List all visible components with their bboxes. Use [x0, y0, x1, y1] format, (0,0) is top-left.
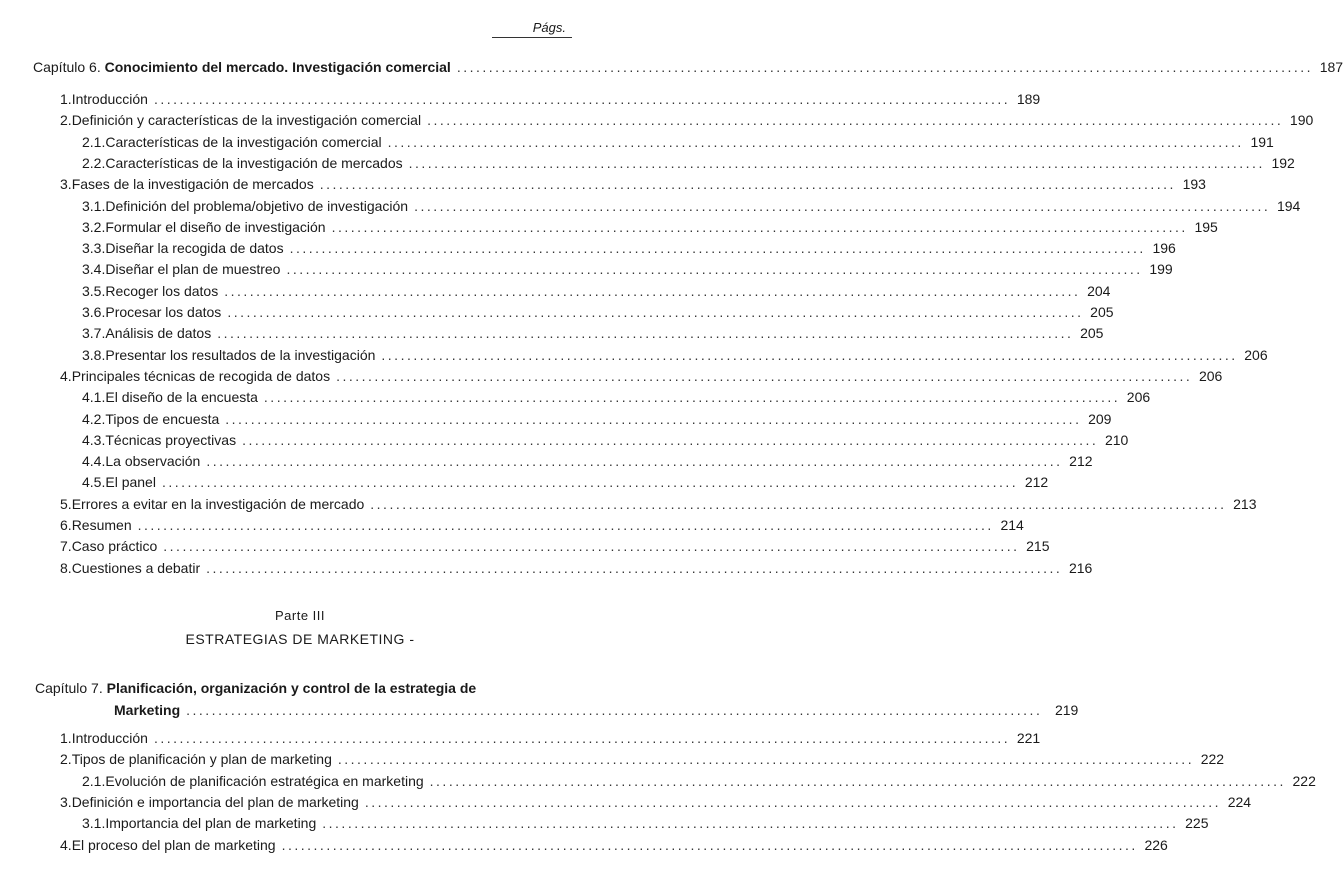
entry-title: Recoger los datos: [105, 282, 219, 299]
toc-entry[interactable]: [82, 133, 1274, 151]
entry-number: 3.1.: [82, 197, 106, 214]
entry-page-number: 212: [1069, 453, 1093, 470]
dot-leader: ......................................................................................................................................: [137, 517, 994, 533]
chapter-prefix: Capítulo 7.: [35, 680, 103, 696]
toc-entry[interactable]: [82, 473, 1049, 491]
entry-page-number: 204: [1087, 282, 1111, 299]
dot-leader: ......................................................................................................................................: [289, 240, 1146, 257]
entry-page-number: 199: [1149, 261, 1173, 278]
entry-page-number: 222: [1200, 751, 1225, 768]
toc-entry[interactable]: [60, 175, 1206, 193]
entry-number: 7.: [60, 538, 72, 555]
entry-title: Errores a evitar en la investigación de mercado: [71, 495, 365, 512]
toc-entry[interactable]: [82, 814, 1209, 832]
entry-title: Tipos de planificación y plan de marketing: [71, 751, 332, 768]
dot-leader: ......................................................................................................................................: [381, 346, 1238, 363]
entry-title: Caso práctico: [71, 538, 158, 555]
entry-page-number: 205: [1090, 304, 1114, 320]
chapter-prefix: Capítulo 6.: [33, 59, 101, 75]
toc-entry[interactable]: [60, 367, 1223, 385]
dot-leader: ......................................................................................................................................: [286, 261, 1143, 278]
dot-leader: ......................................................................................................................................: [263, 389, 1121, 406]
chapter-title-line-2: Marketing: [114, 702, 181, 718]
dot-leader: ......................................................................................................................................: [408, 154, 1265, 171]
dot-leader: ......................................................................................................................................: [387, 133, 1244, 150]
entry-title: Diseñar la recogida de datos: [105, 240, 284, 257]
toc-entry[interactable]: [60, 836, 1168, 854]
entry-title: Análisis de datos: [105, 325, 212, 342]
dot-leader: ......................................................................................................................................: [331, 218, 1188, 235]
dot-leader: ......................................................................................................................................: [427, 112, 1284, 129]
entry-title: Características de la investigación comercial: [105, 133, 382, 150]
entry-title: Definición y características de la investigación comercial: [71, 112, 422, 129]
toc-entry[interactable]: [82, 154, 1295, 172]
entry-number: 3.: [60, 176, 72, 193]
dot-leader: ......................................................................................................................................: [370, 495, 1227, 512]
dot-leader: ......................................................................................................................................: [225, 410, 1082, 427]
toc-entry[interactable]: [82, 431, 1129, 449]
entry-page-number: 206: [1244, 346, 1268, 363]
entry-number: 4.5.: [82, 474, 106, 491]
entry-title: El panel: [105, 474, 156, 491]
entry-page-number: 190: [1289, 112, 1314, 129]
pages-column-label: Págs.: [532, 20, 566, 35]
entry-title: Características de la investigación de mercados: [105, 154, 403, 171]
chapter-title-line-1: Planificación, organización y control de la estrategia de: [106, 680, 477, 696]
entry-title: Fases de la investigación de mercados: [71, 176, 314, 193]
entry-page-number: 195: [1194, 218, 1218, 235]
dot-leader: ......................................................................................................................................: [414, 197, 1271, 214]
toc-entry[interactable]: [82, 282, 1111, 300]
entry-title: Introducción: [71, 730, 148, 746]
toc-entry[interactable]: [82, 239, 1176, 257]
entry-title: Importancia del plan de marketing: [105, 815, 317, 832]
toc-entry[interactable]: [82, 218, 1218, 236]
entry-page-number: 206: [1198, 367, 1223, 384]
entry-title: Formular el diseño de investigación: [105, 218, 326, 235]
entry-page-number: 225: [1185, 815, 1209, 832]
toc-entry[interactable]: [82, 324, 1104, 342]
toc-entry[interactable]: [82, 772, 1316, 790]
toc-entry[interactable]: [60, 750, 1225, 768]
entry-title: Tipos de encuesta: [105, 410, 220, 427]
entry-title: Introducción: [71, 91, 148, 107]
entry-number: 5.: [60, 495, 72, 512]
entry-title: Técnicas proyectivas: [105, 431, 237, 448]
toc-entry[interactable]: [82, 452, 1093, 470]
header-rule: [492, 37, 572, 38]
dot-leader: ......................................................................................................................................: [322, 815, 1179, 832]
entry-title: Principales técnicas de recogida de datos: [71, 367, 331, 384]
toc-entry[interactable]: [82, 303, 1114, 321]
entry-title: Definición e importancia del plan de marketing: [71, 793, 359, 810]
entry-number: 4.3.: [82, 431, 106, 448]
entry-number: 6.: [60, 517, 72, 533]
dot-leader: ......................................................................................................................................: [161, 474, 1019, 491]
entry-page-number: 196: [1152, 240, 1176, 257]
toc-entry[interactable]: [60, 729, 1041, 747]
dot-leader: ......................................................................................................................................: [429, 772, 1286, 789]
chapter-title: Conocimiento del mercado. Investigación comercial: [104, 59, 451, 75]
entry-page-number: 209: [1088, 410, 1112, 427]
toc-entry[interactable]: [60, 793, 1252, 811]
entry-title: La observación: [105, 453, 201, 470]
entry-page-number: 216: [1068, 559, 1093, 576]
entry-number: 3.2.: [82, 218, 106, 235]
entry-number: 8.: [60, 559, 72, 576]
dot-leader: ......................................................................................................................................: [364, 793, 1222, 810]
entry-title: Resumen: [71, 517, 132, 533]
entry-number: 3.7.: [82, 325, 106, 342]
entry-number: 4.: [60, 367, 72, 384]
part-title: ESTRATEGIAS DE MARKETING -: [185, 631, 415, 647]
chapter-page-number: 219: [1054, 702, 1079, 718]
entry-page-number: 224: [1227, 793, 1252, 810]
chapter-6-heading[interactable]: [33, 58, 1343, 76]
entry-title: Diseñar el plan de muestreo: [105, 261, 281, 278]
entry-number: 3.5.: [82, 282, 106, 299]
entry-number: 3.1.: [82, 815, 106, 832]
entry-title: Evolución de planificación estratégica en marketing: [105, 772, 424, 789]
toc-entry[interactable]: [60, 559, 1093, 577]
toc-entry[interactable]: [60, 537, 1050, 555]
toc-entry[interactable]: [60, 495, 1257, 513]
entry-number: 4.: [60, 836, 72, 853]
entry-title: Procesar los datos: [105, 304, 222, 320]
entry-page-number: 206: [1126, 389, 1151, 406]
dot-leader: ......................................................................................................................................: [337, 751, 1195, 768]
dot-leader: ......................................................................................................................................: [206, 559, 1063, 576]
dot-leader: ......................................................................................................................................: [217, 325, 1074, 342]
toc-entry[interactable]: [82, 388, 1151, 406]
toc-entry[interactable]: [60, 90, 1041, 108]
entry-page-number: 205: [1080, 325, 1104, 342]
dot-leader: ......................................................................................................................................: [206, 453, 1063, 470]
entry-title: Definición del problema/objetivo de investigación: [105, 197, 409, 214]
entry-number: 2.1.: [82, 133, 106, 150]
entry-page-number: 221: [1016, 730, 1041, 746]
toc-entry[interactable]: [82, 410, 1112, 428]
entry-page-number: 192: [1271, 154, 1295, 171]
entry-page-number: 189: [1016, 91, 1041, 107]
toc-entry[interactable]: [82, 346, 1268, 364]
toc-entry[interactable]: [82, 197, 1301, 215]
dot-leader: ......................................................................................................................................: [224, 282, 1081, 299]
dot-leader: ......................................................................................................................................: [186, 702, 1043, 718]
chapter-page-number: 187: [1319, 59, 1343, 75]
entry-number: 3.8.: [82, 346, 106, 363]
entry-number: 4.4.: [82, 453, 106, 470]
entry-number: 2.1.: [82, 772, 106, 789]
toc-entry[interactable]: [60, 516, 1024, 534]
entry-number: 3.4.: [82, 261, 106, 278]
entry-number: 3.6.: [82, 304, 106, 320]
entry-page-number: 191: [1250, 133, 1274, 150]
entry-number: 3.: [60, 793, 72, 810]
entry-title: Presentar los resultados de la investigación: [105, 346, 376, 363]
entry-number: 1.: [60, 730, 72, 746]
dot-leader: ......................................................................................................................................: [242, 431, 1099, 448]
part-label: Parte III: [274, 608, 326, 623]
dot-leader: ......................................................................................................................................: [227, 304, 1084, 320]
entry-number: 2.2.: [82, 154, 106, 171]
dot-leader: ......................................................................................................................................: [153, 730, 1011, 746]
entry-page-number: 213: [1233, 495, 1257, 512]
entry-title: El diseño de la encuesta: [105, 389, 258, 406]
dot-leader: ......................................................................................................................................: [319, 176, 1176, 193]
dot-leader: ......................................................................................................................................: [336, 367, 1193, 384]
entry-number: 2.: [60, 112, 72, 129]
entry-page-number: 193: [1182, 176, 1206, 193]
entry-number: 3.3.: [82, 240, 106, 257]
entry-page-number: 214: [1000, 517, 1024, 533]
toc-entry[interactable]: [60, 111, 1314, 129]
entry-page-number: 194: [1276, 197, 1301, 214]
entry-page-number: 210: [1104, 431, 1129, 448]
toc-entry[interactable]: [82, 260, 1173, 278]
dot-leader: ......................................................................................................................................: [281, 836, 1138, 853]
entry-page-number: 215: [1026, 538, 1050, 555]
dot-leader: ......................................................................................................................................: [163, 538, 1020, 555]
dot-leader: ......................................................................................................................................: [153, 91, 1011, 107]
entry-number: 4.2.: [82, 410, 106, 427]
entry-number: 1.: [60, 91, 72, 107]
entry-page-number: 222: [1292, 772, 1316, 789]
dot-leader: ......................................................................................................................................: [456, 59, 1314, 75]
entry-page-number: 212: [1024, 474, 1049, 491]
chapter-7-heading[interactable]: [35, 677, 1079, 721]
entry-title: El proceso del plan de marketing: [71, 836, 276, 853]
entry-number: 4.1.: [82, 389, 106, 406]
entry-page-number: 226: [1144, 836, 1168, 853]
entry-number: 2.: [60, 751, 72, 768]
entry-title: Cuestiones a debatir: [71, 559, 201, 576]
